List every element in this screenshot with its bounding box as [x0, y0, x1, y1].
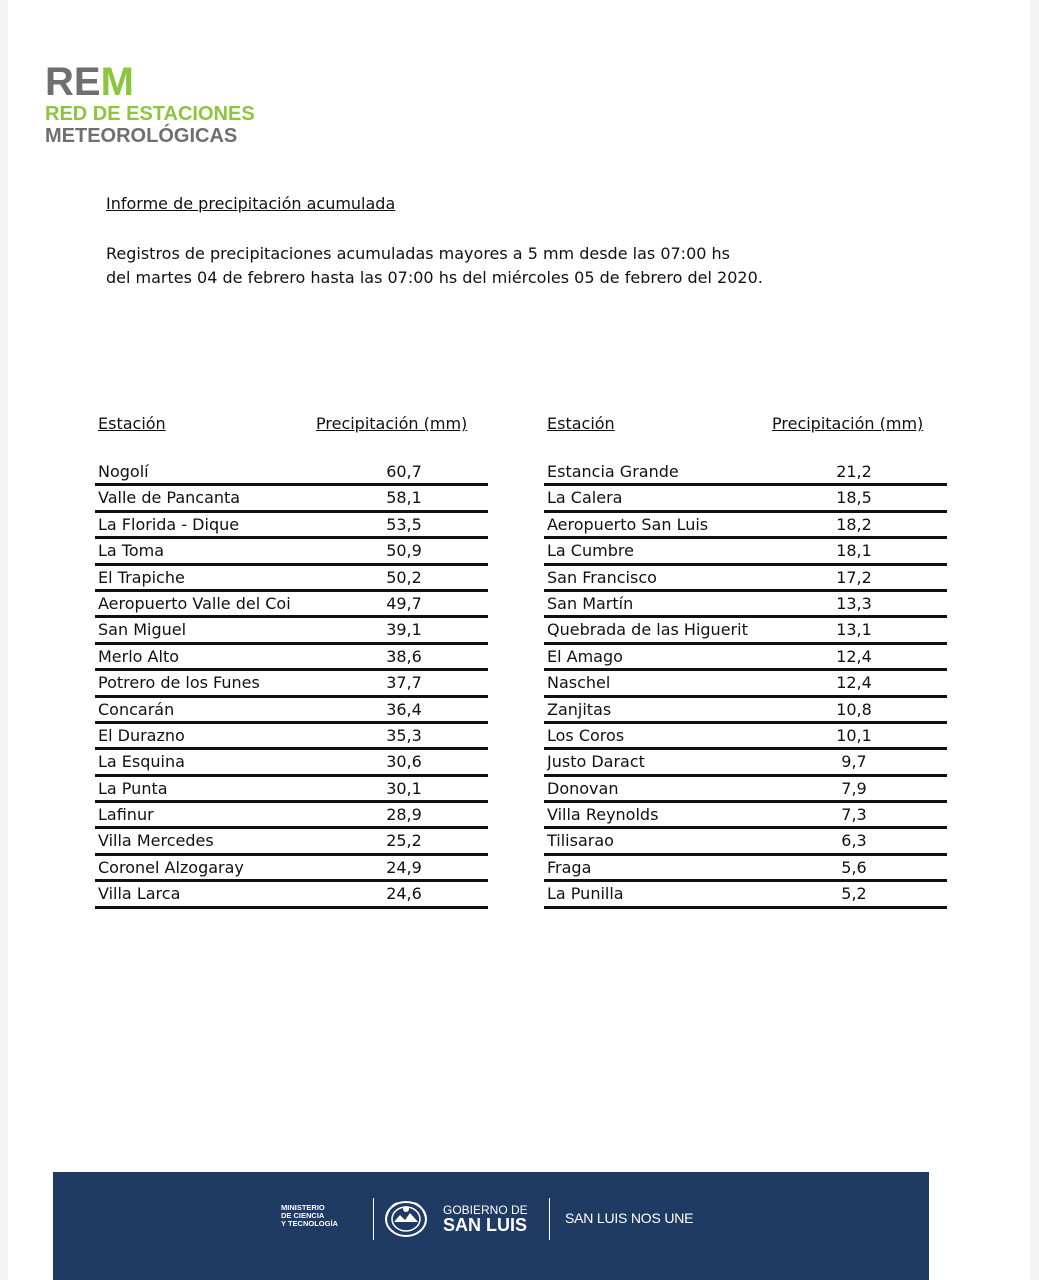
precipitation-value: 30,6: [386, 752, 422, 772]
station-name: Villa Reynolds: [547, 805, 659, 825]
station-name: Lafinur: [98, 805, 154, 825]
station-name: San Miguel: [98, 620, 187, 640]
precipitation-value: 60,7: [386, 462, 422, 481]
station-name: Aeropuerto San Luis: [547, 514, 709, 534]
ministerio-line3: Y TECNOLOGÍA: [281, 1219, 338, 1228]
table-row: [95, 513, 488, 539]
table-row: [544, 803, 947, 829]
table-row: [544, 829, 947, 855]
station-name: Aeropuerto Valle del Coi: [98, 593, 291, 613]
precipitation-value: 58,1: [386, 488, 422, 508]
table-row: [95, 592, 488, 618]
precipitation-value: 5,2: [841, 884, 867, 904]
left-col-header-precipitation: Precipitación (mm): [316, 414, 468, 433]
precipitation-value: 17,2: [836, 567, 872, 587]
right-col-header-station: Estación: [547, 414, 615, 433]
precipitation-value: 28,9: [386, 805, 422, 825]
station-name: Potrero de los Funes: [98, 673, 260, 693]
report-description-line2: del martes 04 de febrero hasta las 07:00 hs del miércoles 05 de febrero del 2020.: [106, 268, 763, 287]
station-name: Estancia Grande: [547, 462, 679, 481]
table-row: [95, 698, 488, 724]
document-page: [8, 0, 1030, 1280]
station-name: Nogolí: [98, 462, 149, 481]
table-row: [544, 882, 947, 908]
station-name: El Durazno: [98, 725, 185, 745]
rem-wordmark: [45, 62, 255, 102]
station-name: Concarán: [98, 699, 175, 719]
precipitation-value: 49,7: [386, 593, 422, 613]
precipitation-value: 21,2: [836, 462, 872, 481]
precipitation-value: 13,3: [836, 593, 872, 613]
station-name: Coronel Alzogaray: [98, 857, 244, 877]
table-row: [544, 592, 947, 618]
precipitation-value: 10,8: [836, 699, 872, 719]
station-name: Valle de Pancanta: [98, 488, 241, 508]
table-row: [95, 460, 488, 486]
table-row: [95, 539, 488, 565]
precipitation-value: 50,9: [386, 541, 422, 561]
rem-subtitle-line2: METEOROLÓGICAS: [45, 125, 238, 147]
table-row: [544, 750, 947, 776]
slogan: SAN LUIS NOS UNE: [565, 1210, 694, 1226]
table-row: [95, 777, 488, 803]
report-description-line1: Registros de precipitaciones acumuladas mayores a 5 mm desde las 07:00 hs: [106, 244, 730, 263]
report-description: [106, 242, 826, 290]
rem-subtitle-line1: RED DE ESTACIONES: [45, 103, 255, 125]
report-title: Informe de precipitación acumulada: [106, 194, 396, 213]
precipitation-value: 39,1: [386, 620, 422, 640]
table-row: [95, 566, 488, 592]
table-row: [95, 645, 488, 671]
station-name: La Punta: [98, 778, 168, 798]
right-precipitation-table: [544, 460, 947, 909]
precipitation-value: 25,2: [386, 831, 422, 851]
left-precipitation-table: [95, 460, 488, 909]
table-row: [544, 486, 947, 512]
station-name: Fraga: [547, 857, 592, 877]
rem-wordmark-m: M: [100, 60, 134, 104]
station-name: Donovan: [547, 778, 619, 798]
table-row: [544, 856, 947, 882]
precipitation-value: 30,1: [386, 778, 422, 798]
precipitation-value: 10,1: [836, 725, 872, 745]
precipitation-value: 12,4: [836, 646, 872, 666]
precipitation-value: 36,4: [386, 699, 422, 719]
precipitation-value: 18,5: [836, 488, 872, 508]
precipitation-value: 53,5: [386, 514, 422, 534]
station-name: La Cumbre: [547, 541, 634, 561]
precipitation-value: 35,3: [386, 725, 422, 745]
table-row: [95, 486, 488, 512]
footer-divider: [549, 1198, 550, 1240]
station-name: San Martín: [547, 593, 634, 613]
station-name: Naschel: [547, 673, 611, 693]
table-row: [544, 618, 947, 644]
table-row: [544, 698, 947, 724]
precipitation-value: 5,6: [841, 857, 867, 877]
station-name: Zanjitas: [547, 699, 612, 719]
left-col-header-station: Estación: [98, 414, 166, 433]
ministerio-line2: DE CIENCIA: [281, 1211, 325, 1220]
station-name: El Trapiche: [98, 567, 185, 587]
coat-of-arms-icon: [383, 1198, 429, 1240]
station-name: La Florida - Dique: [98, 514, 240, 534]
table-row: [95, 724, 488, 750]
station-name: Villa Larca: [98, 884, 181, 904]
precipitation-value: 7,3: [841, 805, 867, 825]
table-row: [544, 513, 947, 539]
gobierno-label: GOBIERNO DE: [443, 1203, 528, 1217]
station-name: San Francisco: [547, 567, 657, 587]
rem-logo: [45, 62, 255, 147]
rem-wordmark-re: RE: [45, 60, 101, 104]
station-name: Villa Mercedes: [98, 831, 214, 851]
table-row: [544, 539, 947, 565]
precipitation-value: 24,9: [386, 857, 422, 877]
precipitation-value: 37,7: [386, 673, 422, 693]
station-name: Justo Daract: [547, 752, 645, 772]
table-row: [95, 856, 488, 882]
station-name: La Toma: [98, 541, 165, 561]
table-row: [95, 750, 488, 776]
station-name: La Calera: [547, 488, 623, 508]
station-name: Tilisarao: [547, 831, 614, 851]
station-name: Quebrada de las Higuerit: [547, 620, 748, 640]
precipitation-value: 13,1: [836, 620, 872, 640]
station-name: El Amago: [547, 646, 623, 666]
precipitation-value: 18,1: [836, 541, 872, 561]
precipitation-value: 7,9: [841, 778, 867, 798]
ministerio-line1: MINISTERIO: [281, 1203, 325, 1212]
table-row: [95, 671, 488, 697]
footer-divider: [373, 1198, 374, 1240]
table-row: [95, 882, 488, 908]
station-name: Los Coros: [547, 725, 625, 745]
table-row: [544, 724, 947, 750]
table-row: [544, 645, 947, 671]
right-col-header-precipitation: Precipitación (mm): [772, 414, 924, 433]
station-name: La Punilla: [547, 884, 624, 904]
station-name: Merlo Alto: [98, 646, 179, 666]
san-luis-label: SAN LUIS: [443, 1215, 528, 1235]
table-row: [95, 803, 488, 829]
table-row: [544, 460, 947, 486]
ministerio-logo-text: [281, 1204, 338, 1228]
station-name: La Esquina: [98, 752, 185, 772]
precipitation-value: 18,2: [836, 514, 872, 534]
precipitation-value: 50,2: [386, 567, 422, 587]
table-row: [544, 671, 947, 697]
precipitation-value: 12,4: [836, 673, 872, 693]
table-row: [544, 566, 947, 592]
footer-banner: [53, 1172, 929, 1280]
precipitation-value: 9,7: [841, 752, 867, 772]
precipitation-value: 38,6: [386, 646, 422, 666]
precipitation-value: 6,3: [841, 831, 867, 851]
table-row: [95, 829, 488, 855]
table-row: [95, 618, 488, 644]
table-row: [544, 777, 947, 803]
precipitation-value: 24,6: [386, 884, 422, 904]
